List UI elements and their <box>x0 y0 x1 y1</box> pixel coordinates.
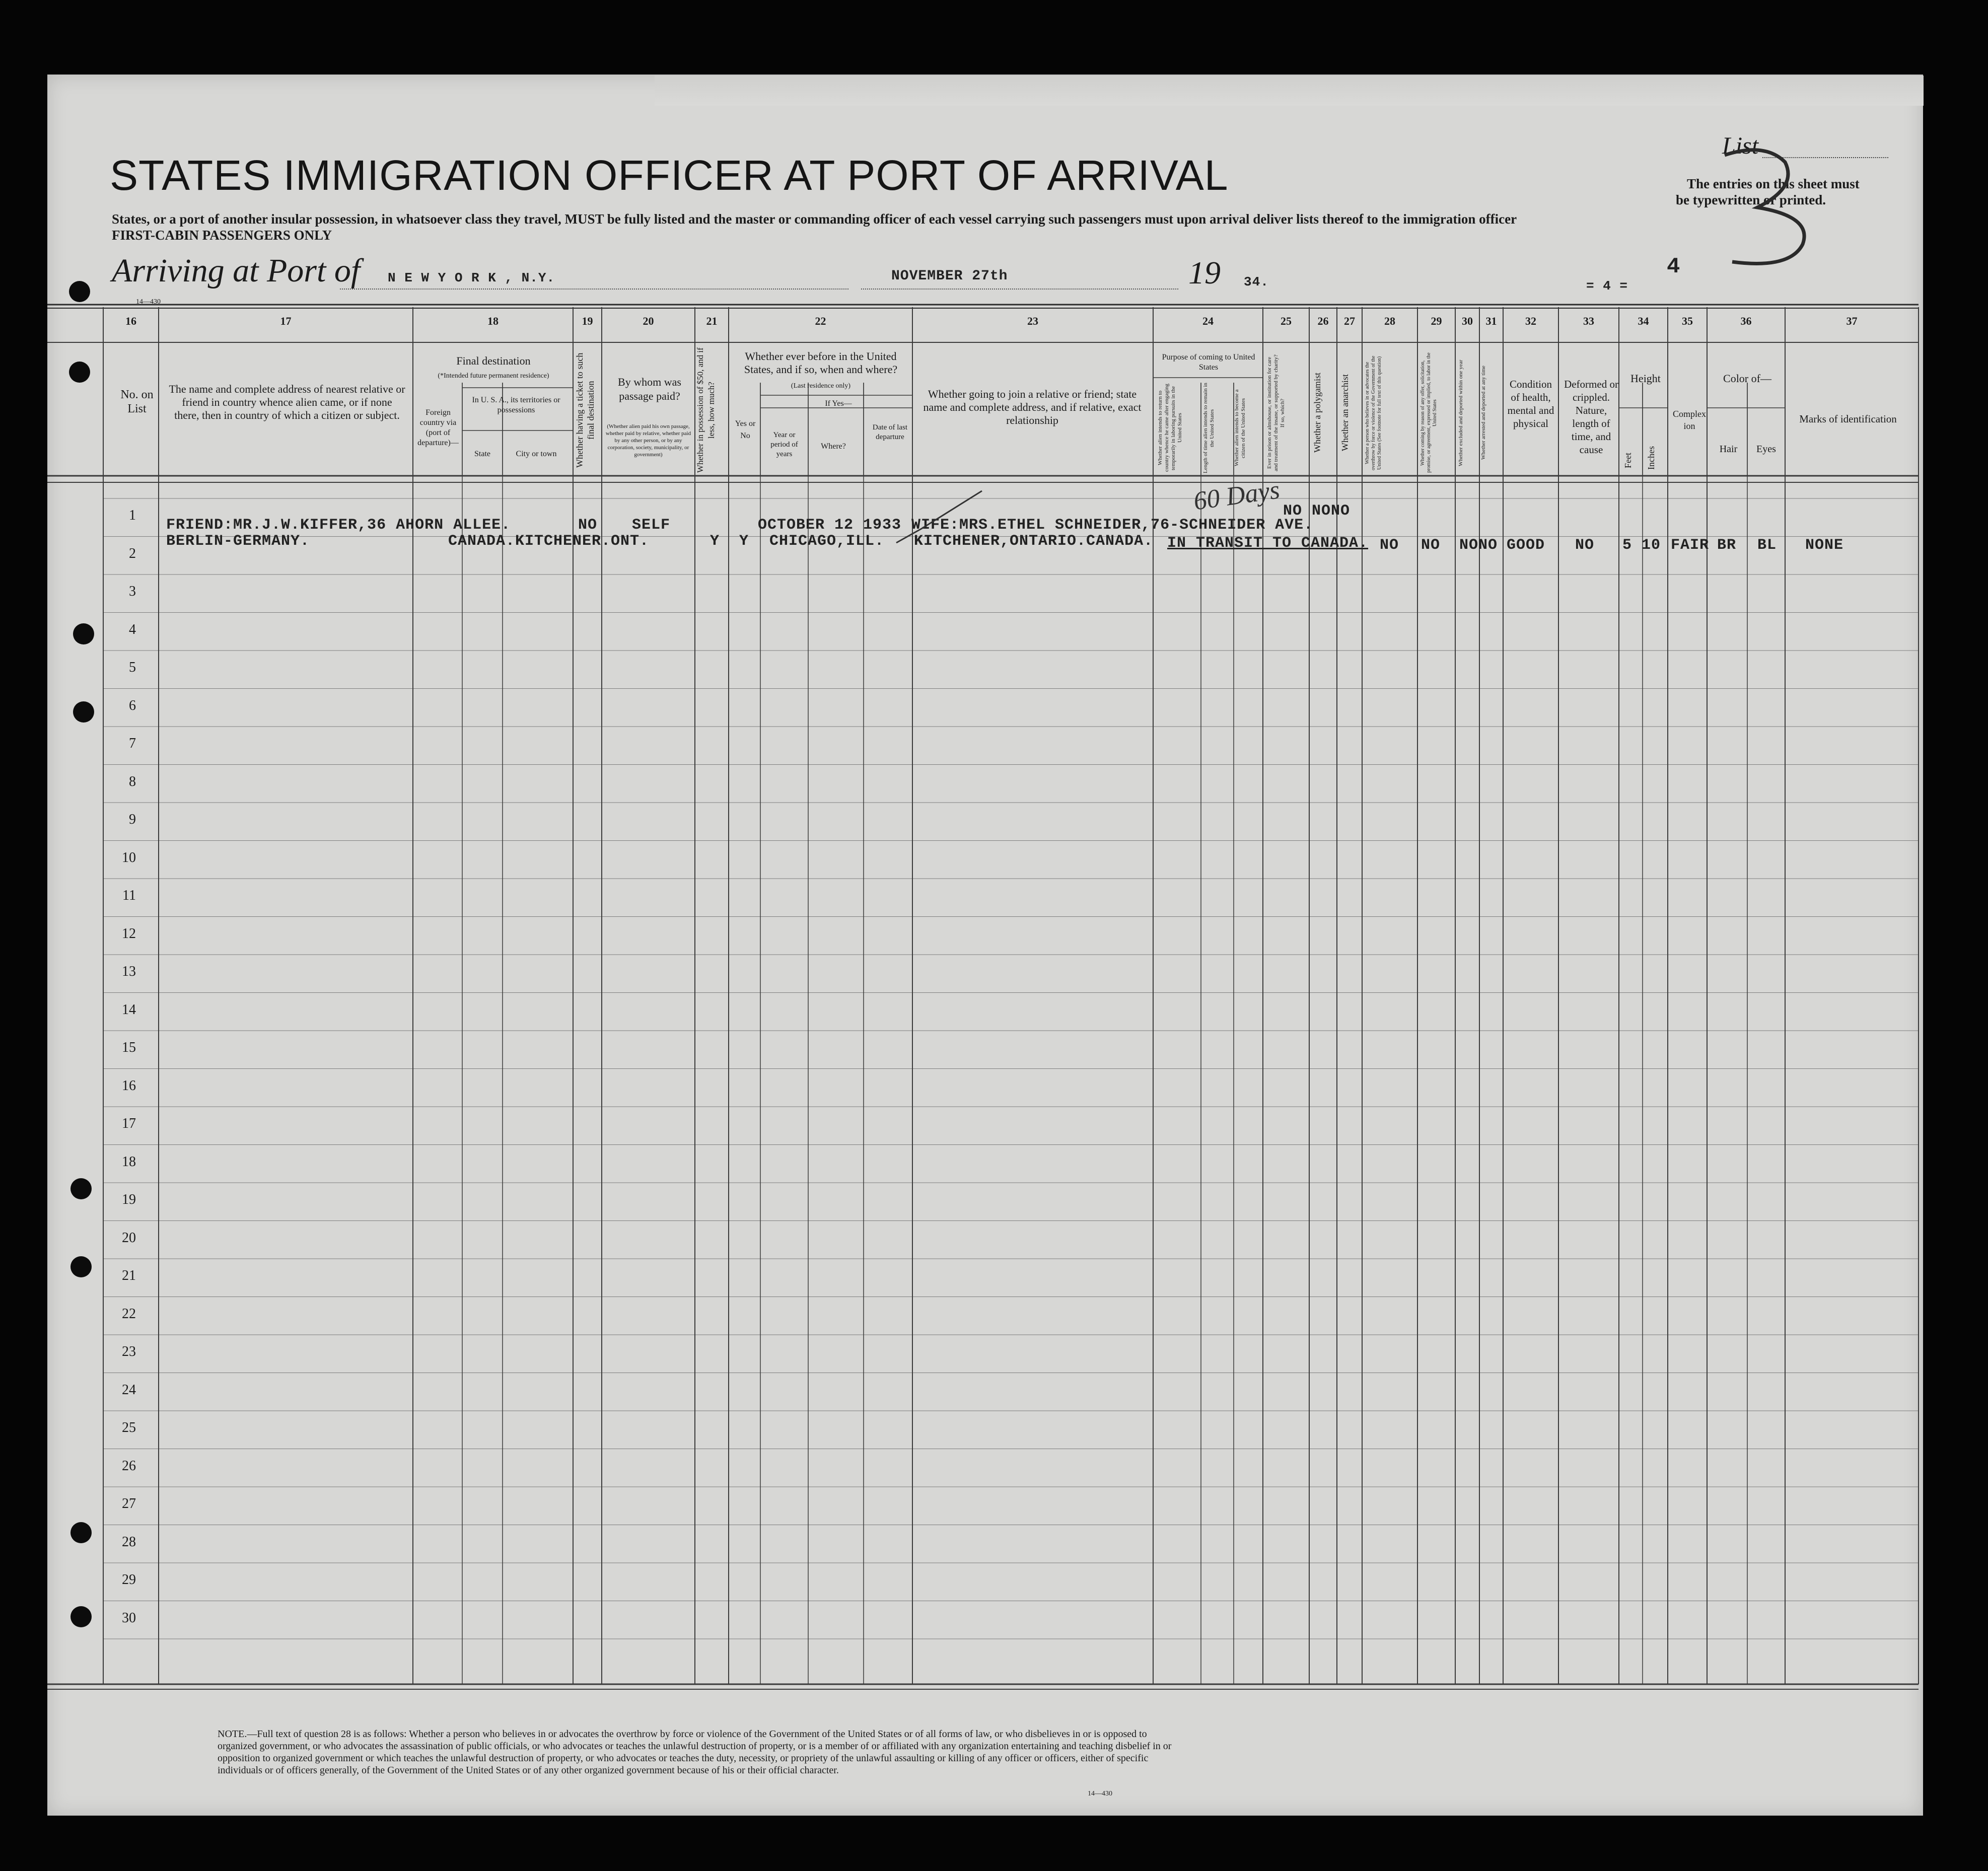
instruction-text: States, or a port of another insular possession, in whatsoever class they travel, MUST be fully listed and the master or commanding officer of each vessel carrying such passengers must upon arrival deliver lists thereof to the immigration officer <box>112 211 1517 227</box>
row-number: 6 <box>129 697 136 713</box>
col18-label: Final destination <box>456 354 531 367</box>
entry1-col29: NO <box>1421 537 1441 554</box>
col18-usa: In U. S. A., its territories or possessions <box>472 396 560 414</box>
col16-label: No. on List <box>120 388 154 415</box>
col32-label: Condition of health, mental and physical <box>1507 378 1554 429</box>
entry1-height-feet: 5 <box>1622 537 1632 554</box>
col18-state: State <box>474 450 490 458</box>
row-number: 7 <box>129 736 136 751</box>
column-number: 25 <box>1281 315 1292 327</box>
col30-label: Whether excluded and deported within one year <box>1458 359 1464 466</box>
col25-label: Ever in prison or almshouse, or institution for care and treatment of the insane, or supported by charity? If so, which? <box>1266 354 1286 471</box>
entry1-height-inches: 10 <box>1642 537 1661 554</box>
column-number: 31 <box>1485 315 1497 327</box>
column-number: 20 <box>643 315 654 327</box>
column-number: 36 <box>1740 315 1752 327</box>
column-number: 22 <box>815 315 826 327</box>
col20-note: (Whether alien paid his own passage, whether paid by relative, whether paid by any other person, or by any corporation, society, municipality, or government) <box>605 423 691 458</box>
col34-label: Height <box>1630 372 1661 385</box>
entry1-eyes: BL <box>1757 537 1777 554</box>
punch-hole <box>70 1178 92 1199</box>
entry1-before-yes: Y <box>739 533 749 550</box>
col22-date: Date of last departure <box>872 423 908 441</box>
col18-note: (*Intended future permanent residence) <box>438 372 549 380</box>
punch-hole <box>73 623 94 644</box>
col18-city: City or town <box>516 450 557 458</box>
row-number: 3 <box>129 584 136 599</box>
column-number: 21 <box>706 315 718 327</box>
punch-hole <box>70 1522 92 1543</box>
col37-label: Marks of identification <box>1799 413 1897 425</box>
col19-label: Whether having a ticket to such final destination <box>575 352 596 468</box>
row-number: 23 <box>122 1344 136 1359</box>
col22-note: (Last residence only) <box>791 382 851 390</box>
entry1-purpose: IN TRANSIT TO CANADA. <box>1167 535 1369 552</box>
row-number: 2 <box>129 545 136 561</box>
col33-label: Deformed or crippled. Nature, length of time, and cause <box>1564 378 1618 456</box>
first-cabin-label: FIRST-CABIN PASSENGERS ONLY <box>112 228 332 243</box>
entry1-paid-by: SELF <box>632 517 671 534</box>
col22-label: Whether ever before in the United States, and if so, when and where? <box>744 350 898 376</box>
entry1-has-50: Y <box>710 533 720 550</box>
column-number: 32 <box>1525 315 1536 327</box>
col17-label: The name and complete address of nearest relative or friend in country whence alien came, or if none there, then in country of which a citizen or subject. <box>169 383 405 421</box>
row-number: 10 <box>122 849 136 866</box>
row-number: 19 <box>122 1192 136 1207</box>
col22-ifyes: If Yes— <box>825 399 852 408</box>
row-number: 30 <box>122 1610 136 1626</box>
entry1-destination: CANADA.KITCHENER.ONT. <box>448 533 650 550</box>
col24-length: Length of time alien intends to remain in the United States <box>1202 383 1215 473</box>
entry1-handwritten-days: 60 Days <box>1191 475 1282 516</box>
entry1-relative-line2: BERLIN-GERMANY. <box>166 533 310 550</box>
row-number: 25 <box>122 1420 136 1435</box>
entry1-ticket: NO <box>578 517 598 534</box>
col22-where: Where? <box>821 442 846 451</box>
col27-label: Whether an anarchist <box>1340 374 1350 452</box>
column-number: 27 <box>1344 315 1355 327</box>
column-number: 24 <box>1202 315 1214 327</box>
entry1-col28: NO <box>1380 537 1399 554</box>
entry1-marks: NONE <box>1805 537 1844 554</box>
column-number: 37 <box>1846 315 1858 327</box>
list-label: List <box>1722 132 1759 159</box>
punch-hole <box>70 1256 92 1277</box>
year-suffix: 34. <box>1244 274 1269 290</box>
row-number: 16 <box>122 1077 136 1094</box>
punch-hole <box>73 701 94 723</box>
column-number: 35 <box>1682 315 1693 327</box>
entry1-hair: BR <box>1717 537 1737 554</box>
col31-label: Whether arrested and deported at any time <box>1480 366 1486 460</box>
entry1-health: GOOD <box>1507 537 1545 554</box>
form-code: 14—430 <box>136 298 161 306</box>
date-value: NOVEMBER 27th <box>891 268 1008 284</box>
row-number: 9 <box>129 812 136 827</box>
row-number: 24 <box>122 1382 136 1398</box>
footer-form-code: 14—430 <box>1088 1790 1112 1797</box>
port-value: N E W Y O R K , N.Y. <box>388 270 555 285</box>
year-prefix: 19 <box>1188 255 1221 291</box>
column-number: 34 <box>1638 315 1649 327</box>
column-number: 19 <box>582 315 593 327</box>
entry1-joining-line1: WIFE:MRS.ETHEL SCHNEIDER,76-SCHNEIDER AVE. <box>911 517 1314 534</box>
punch-hole <box>69 281 90 302</box>
row-number: 27 <box>122 1496 136 1512</box>
column-number: 16 <box>125 315 136 327</box>
sheet-marker: = 4 = <box>1586 278 1628 294</box>
row-number: 18 <box>122 1154 136 1170</box>
row-number: 26 <box>122 1458 136 1474</box>
col22-yesno: Yes or No <box>735 419 756 440</box>
row-number: 8 <box>129 773 136 789</box>
row-number: 20 <box>122 1230 136 1246</box>
row-number: 29 <box>122 1572 136 1588</box>
col29-label: Whether coming by reason of any offer, solicitation, promise, or agreement, expressed or implied, to labor in the United States <box>1420 352 1438 473</box>
entry1-before-where: CHICAGO,ILL. <box>769 533 885 550</box>
col34-inches: Inches <box>1646 446 1656 470</box>
column-number: 26 <box>1317 315 1329 327</box>
col21-label: Whether in possession of $50, and if less, how much? <box>695 347 716 473</box>
port-line <box>340 289 848 290</box>
col20-label: By whom was passage paid? <box>618 376 681 402</box>
row-number: 28 <box>122 1534 136 1550</box>
entry1-complexion: FAIR <box>1671 537 1710 554</box>
stamped-digit: 4 <box>1667 254 1681 279</box>
column-number: 29 <box>1431 315 1442 327</box>
row-number: 4 <box>129 621 136 637</box>
col36-eyes: Eyes <box>1756 444 1776 455</box>
row-number: 11 <box>122 888 136 903</box>
entries-note-2: be typewritten or printed. <box>1676 192 1826 207</box>
date-line <box>861 289 1178 290</box>
row-number: 13 <box>122 964 136 979</box>
column-number: 18 <box>487 315 499 327</box>
col36-hair: Hair <box>1719 444 1738 455</box>
entry1-relative-line1: FRIEND:MR.J.W.KIFFER,36 AHORN ALLEE. <box>166 517 511 534</box>
entries-note-1: The entries on this sheet must <box>1687 176 1860 191</box>
row-number: 17 <box>122 1116 136 1131</box>
punch-hole <box>70 1606 92 1627</box>
col24-label: Purpose of coming to United States <box>1162 353 1255 372</box>
col24-citizen: Whether alien intends to become a citizen of the United States <box>1234 389 1246 467</box>
entry1-before-when: OCTOBER 12 1933 <box>758 517 902 534</box>
entry1-col25-26: NO NONO <box>1283 502 1351 520</box>
entry1-joining-line2: KITCHENER,ONTARIO.CANADA. <box>914 533 1154 550</box>
col34-feet: Feet <box>1623 453 1633 469</box>
row-number: 14 <box>122 1001 136 1018</box>
col36-label: Color of— <box>1723 372 1771 385</box>
row-number: 1 <box>129 508 136 523</box>
row-number: 22 <box>122 1306 136 1322</box>
col24-return: Whether alien intends to return to country whence he came after engaging temporarily in laboring pursuits in the United States <box>1157 384 1183 472</box>
col35-label: Complexion <box>1673 409 1706 431</box>
column-number: 33 <box>1583 315 1594 327</box>
column-number: 28 <box>1384 315 1395 327</box>
column-number: 30 <box>1462 315 1473 327</box>
page-title: STATES IMMIGRATION OFFICER AT PORT OF ARRIVAL <box>110 152 1229 199</box>
row-number: 12 <box>122 925 136 942</box>
row-number: 5 <box>129 660 136 675</box>
col26-label: Whether a polygamist <box>1312 373 1322 453</box>
column-number: 17 <box>280 315 292 327</box>
punch-hole <box>69 362 90 383</box>
col23-label: Whether going to join a relative or friend; state name and complete address, and if relative, exact relationship <box>923 388 1142 426</box>
footnote-text: NOTE.—Full text of question 28 is as follows: Whether a person who believes in or advocates the overthrow by force or violence of the Government of the United States or of all forms of law, or who disbelieves in or is opposed to organized government, or who advocates the assassination of public officials, or who advocates or teaches the unlawful destruction of property, or is a member of or affiliated with any organization entertaining and teaching disbelief in or opposition to organized government or which teaches the unlawful destruction of property, or who advocates or teaches the duty, necessity, or propriety of the unlawful assaulting or killing of any officer or officers, either of specific individuals or of officers generally, of the Government of the United States or of any other organized government because of his or their official character. <box>218 1729 1172 1776</box>
entry1-col30-31: NONO <box>1459 537 1498 554</box>
column-number: 23 <box>1027 315 1038 327</box>
col18-foreign: Foreign country via (port of departure)— <box>417 408 459 447</box>
entry1-deformed: NO <box>1575 537 1595 554</box>
arriving-label: Arriving at Port of <box>112 252 361 289</box>
row-number: 15 <box>122 1040 136 1055</box>
col22-years: Year or period of years <box>770 431 798 458</box>
list-number-line <box>1762 157 1888 158</box>
col28-label: Whether a person who believes in or advocates the overthrow by force or violence of the Government of the United States (See footnote for full text of this question) <box>1365 355 1382 470</box>
row-number: 21 <box>122 1268 136 1283</box>
